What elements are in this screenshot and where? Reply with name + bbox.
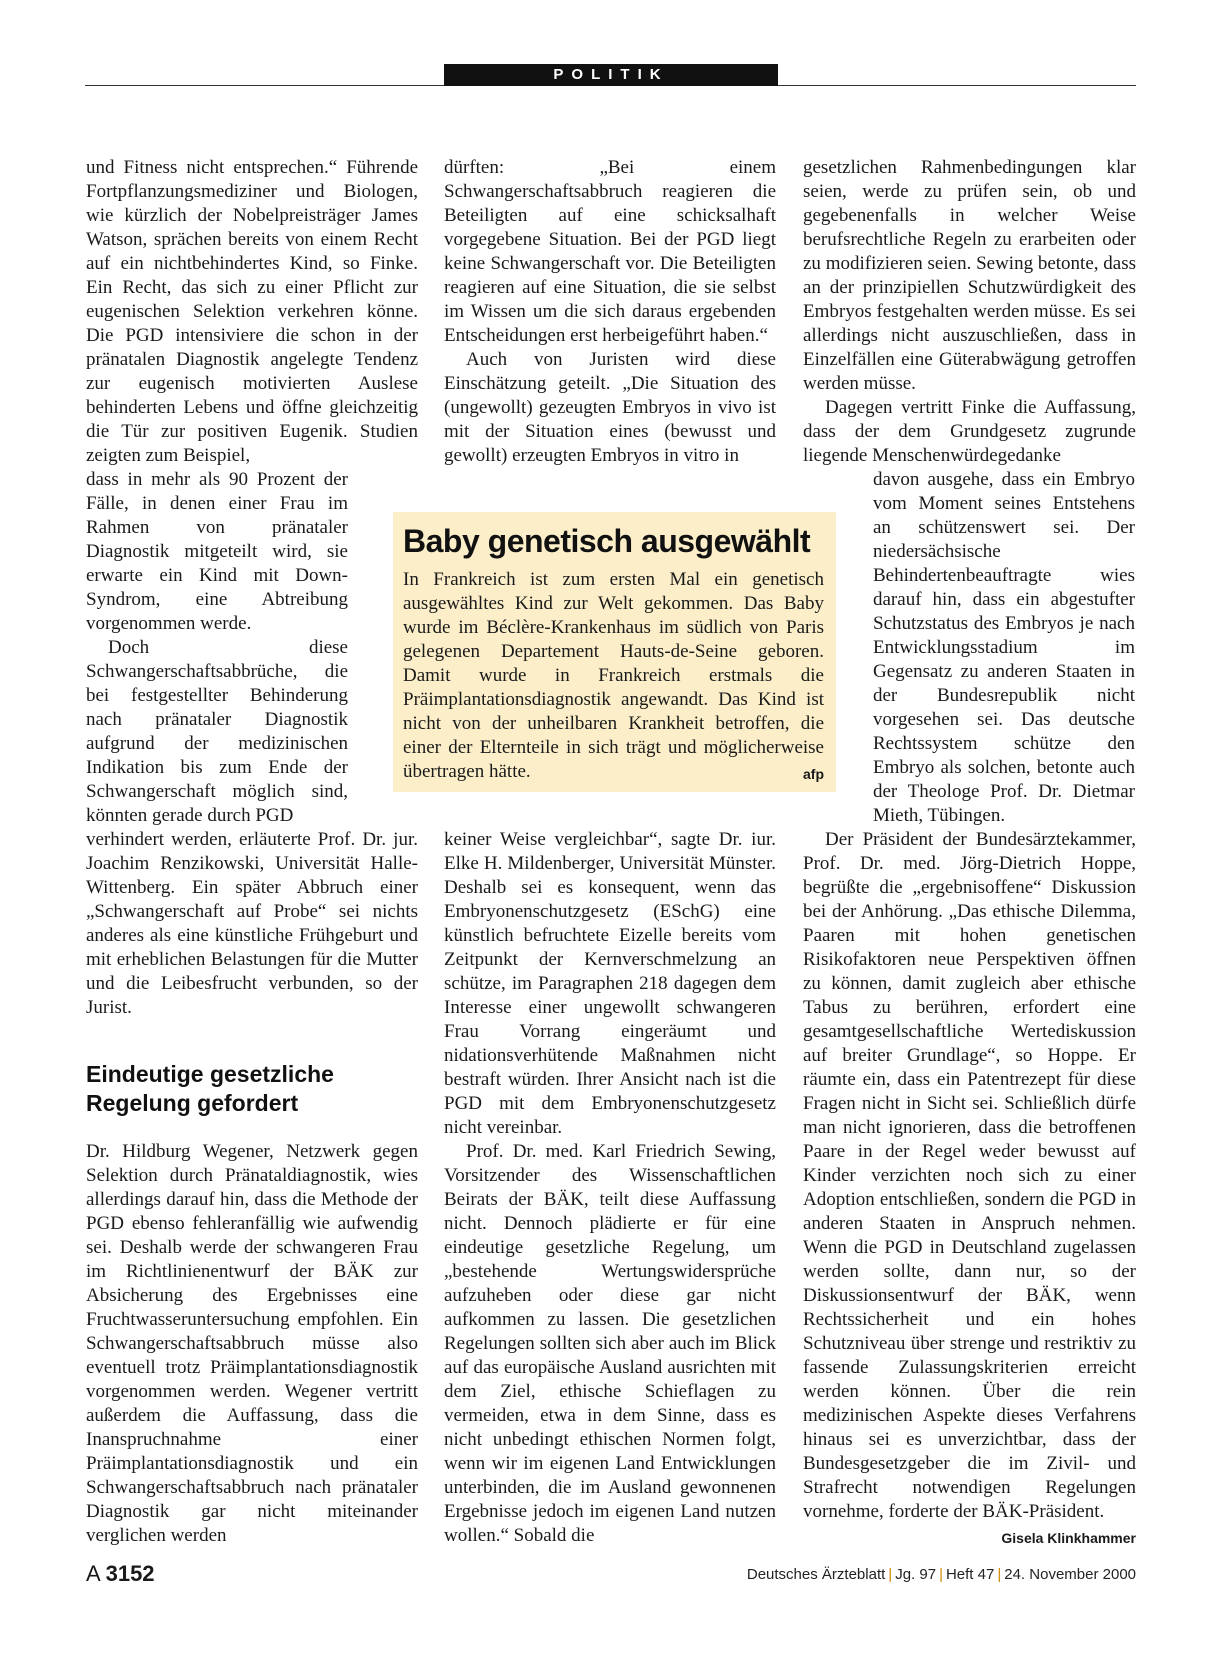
column-1 (86, 156, 418, 1548)
info-box-source: afp (803, 766, 824, 782)
paragraph: Doch diese Schwangerschaftsabbrüche, die bei festgestellter Behinderung nach pränataler Diagnostik aufgrund der medizinischen Indikation bis zum Ende der Schwangerschaft möglich sind, könnten gerade durch PGD (86, 637, 348, 826)
info-box-title: Baby genetisch ausgewählt (403, 523, 811, 559)
page-number-value: 3152 (105, 1561, 155, 1586)
paragraph: Der Präsident der Bundesärztekammer, Prof. Dr. med. Jörg-Dietrich Hoppe, begrüßte die „ergebnisoffene“ Diskussion bei der Anhörung. „Das ethische Dilemma, Paaren mit hohen genetischen Risikofaktoren neue Perspektiven öffnen zu können, damit zugleich aber ethische Tabus zu berühren, erfordert eine gesamtgesellschaftliche Wertediskussion auf breiter Grundlage“, so Hoppe. Er räumte ein, dass ein Patentrezept für diese Fragen nicht in Sicht sei. Schließlich dürfe man nicht ignorieren, dass die betroffenen Paare in der Regel weder bewusst auf Kinder verzichten noch sich zu einer Adoption entschließen, sondern die PGD in anderen Staaten in Anspruch nehmen. Wenn die PGD in Deutschland zugelassen werden sollte, dann nur, so der Diskussionsentwurf der BÄK, wenn Rechtssicherheit und ein hohes Schutzniveau über strenge und restriktiv zu fassende Zulassungskriterien erreicht werden können. Über die rein medizinischen Aspekte dieses Verfahrens hinaus sei es unverzichtbar, dass der Bundesgesetzgeber die im Zivil- und Strafrecht notwendigen Regelungen vornehme, forderte der BÄK-Präsident. (803, 829, 1136, 1522)
footer-citation: Deutsches Ärzteblatt | Jg. 97 | Heft 47 | 24. November 2000 (746, 1566, 1136, 1583)
issue: Heft 47 (945, 1566, 995, 1583)
issue-date: 24. November 2000 (1004, 1566, 1136, 1583)
subheading: Eindeutige gesetzliche Regelung gefordert (86, 1061, 334, 1116)
column-3 (803, 156, 1136, 1550)
paragraph: davon ausgehe, dass ein Embryo vom Moment seines Entstehens an schützenswert sei. Der niedersächsische Behindertenbeauftragte wies darauf hin, dass ein abgestufter Schutzstatus des Embryos je nach Entwicklungsstadium im Gegensatz zu anderen Staaten in der Bundesrepublik nicht vorgesehen sei. Das deutsche Rechtssystem schütze den Embryo als solchen, betonte auch der Theologe Prof. Dr. Dietmar Mieth, Tübingen. (873, 469, 1135, 826)
column-2 (444, 156, 776, 468)
volume: Jg. 97 (895, 1566, 937, 1583)
paragraph: dürften: „Bei einem Schwangerschaftsabbruch reagieren die Beteiligten auf eine schicksalhaft vorgegebene Situation. Bei der PGD liegt keine Schwangerschaft vor. Die Beteiligten reagieren auf eine Situation, die sie selbst im Wissen um die sich daraus ergebenden Entscheidungen erst herbeigeführt haben.“ (444, 157, 776, 346)
paragraph: und Fitness nicht entsprechen.“ Führende Fortpflanzungsmediziner und Biologen, wie kürzlich der Nobelpreisträger James Watson, sprächen bereits von einem Recht auf ein nichtbehindertes Kind, so Finke. Ein Recht, das sich zu einer Pflicht zur eugenischen Selektion verkehren könne. Die PGD intensiviere die schon in der pränatalen Diagnostik angelegte Tendenz zur eugenisch motivierten Auslese behinderten Lebens und öffne gleichzeitig die Tür zur positiven Eugenik. Studien zeigten zum Beispiel, (86, 157, 418, 466)
paragraph: Prof. Dr. med. Karl Friedrich Sewing, Vorsitzender des Wissenschaftlichen Beirats der BÄK, teilt diese Auffassung nicht. Dennoch plädierte er für eine eindeutige gesetzliche Regelung, um „bestehende Wertungswidersprüche aufzuheben oder diese gar nicht aufkommen zu lassen. Die gesetzlichen Regelungen sollten sich aber auch im Blick auf das europäische Ausland ausrichten mit dem Ziel, ethische Schieflagen zu vermeiden, etwa in dem Sinne, dass es nicht unbedingt ethischen Normen folgt, wenn wir im eigenen Land Entwicklungen unterbinden, die im Ausland gewonnenen Ergebnisse jedoch im eigenen Land nutzen wollen.“ Sobald die (444, 1141, 776, 1546)
info-box-text: In Frankreich ist zum ersten Mal ein genetisch ausgewähltes Kind zur Welt gekommen. Das Baby wurde im Béclère-Krankenhaus im südlich von Paris gelegenen Departement Hauts-de-Seine geboren. Damit wurde in Frankreich erstmals die Präimplantationsdiagnostik angewandt. Das Kind ist nicht von der unheilbaren Krankheit betroffen, die einer der Elternteile in sich trägt und möglicherweise übertragen hätte. (403, 569, 824, 782)
paragraph: gesetzlichen Rahmenbedingungen klar seien, werde zu prüfen sein, ob und gegebenenfalls in welcher Weise berufsrechtliche Regeln zu erarbeiten oder zu modifizieren seien. Sewing betonte, dass an der prinzipiellen Schutzwürdigkeit des Embryos festgehalten werden müsse. Es sei allerdings nicht auszuschließen, dass in Einzelfällen eine Güterabwägung getroffen werden müsse. (803, 157, 1136, 394)
info-box (393, 512, 836, 792)
paragraph: Dagegen vertritt Finke die Auffassung, dass der dem Grundgesetz zugrunde liegende Menschenwürdegedanke (803, 397, 1136, 466)
paragraph: keiner Weise vergleichbar“, sagte Dr. iur. Elke H. Mildenberger, Universität Münster. Deshalb sei es konsequent, wenn das Embryonenschutzgesetz (ESchG) eine künstlich befruchtete Eizelle bereits vom Zeitpunkt der Kernverschmelzung an schütze, im Paragraphen 218 dagegen dem Interesse einer ungewollt schwangeren Frau Vorrang eingeräumt und nidationsverhütende Maßnahmen nicht bestraft würden. Ihrer Ansicht nach ist die PGD mit dem Embryonenschutzgesetz nicht vereinbar. (444, 829, 776, 1138)
paragraph: dass in mehr als 90 Prozent der Fälle, in denen einer Frau im Rahmen von pränataler Diagnostik mitgeteilt wird, sie erwarte ein Kind mit Down-Syndrom, eine Abtreibung vorgenommen werde. (86, 469, 348, 634)
paragraph: verhindert werden, erläuterte Prof. Dr. jur. Joachim Renzikowski, Universität Halle-Wittenberg. Ein später Abbruch einer „Schwangerschaft auf Probe“ sei nichts anderes als eine künstliche Frühgeburt und mit erheblichen Belastungen für die Mutter und die Leibesfrucht verbunden, so der Jurist. (86, 829, 418, 1018)
author-byline: Gisela Klinkhammer (1001, 1530, 1136, 1546)
paragraph: Dr. Hildburg Wegener, Netzwerk gegen Selektion durch Pränataldiagnostik, wies allerdings darauf hin, dass die Methode der PGD ebenso fehleranfällig wie aufwendig sei. Deshalb werde der schwangeren Frau im Richtlinienentwurf der BÄK zur Absicherung des Ergebnisses eine Fruchtwasseruntersuchung empfohlen. Ein Schwangerschaftsabbruch müsse also eventuell trotz Präimplantationsdiagnostik vorgenommen werden. Wegener vertritt außerdem die Auffassung, dass die Inanspruchnahme einer Präimplantationsdiagnostik und ein Schwangerschaftsabbruch nach pränataler Diagnostik gar nicht miteinander verglichen werden (86, 1141, 418, 1546)
journal-name: Deutsches Ärzteblatt (746, 1566, 886, 1583)
page-prefix: A (86, 1561, 100, 1586)
column-2-lower (444, 828, 776, 1548)
section-label: POLITIK (444, 64, 778, 86)
paragraph: Auch von Juristen wird diese Einschätzung geteilt. „Die Situation des (ungewollt) gezeugten Embryos in vivo ist mit der Situation eines (bewusst und gewollt) erzeugten Embryos in vitro in (444, 349, 776, 466)
page-number (86, 1561, 155, 1587)
